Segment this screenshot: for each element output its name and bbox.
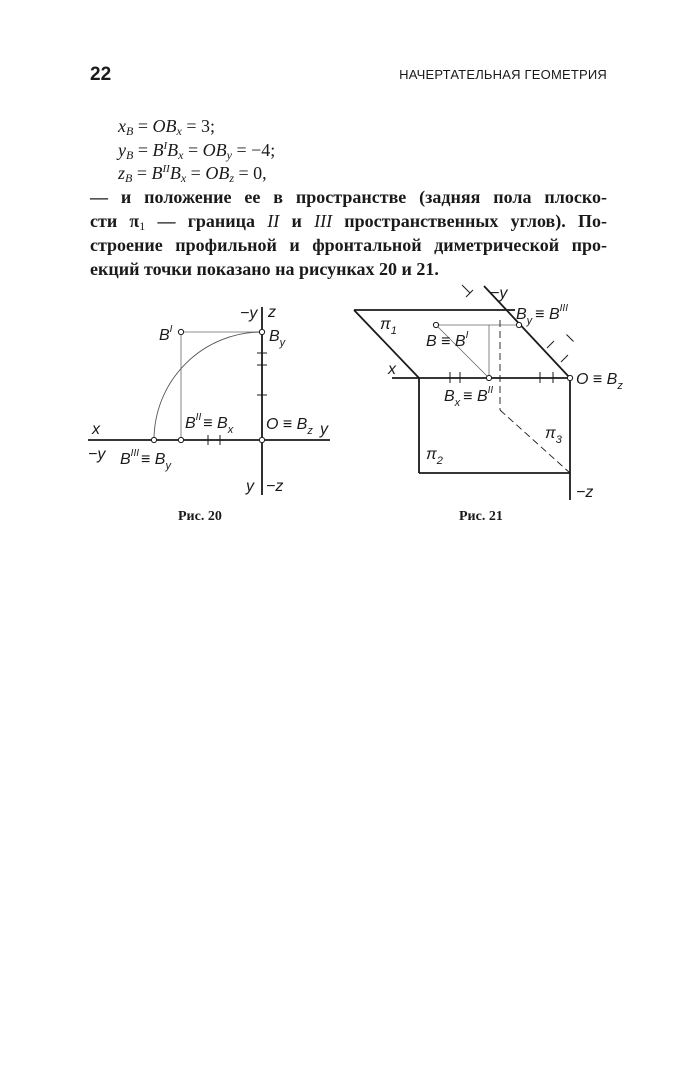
figure-21-caption: Рис. 21 — [459, 509, 503, 524]
label-neg-z-bottom: −z — [266, 478, 284, 495]
label-y-right: y — [320, 421, 328, 438]
figure-20 — [80, 295, 350, 505]
label-pi2: $\pi_2$ — [426, 446, 443, 467]
label-x: x — [388, 361, 396, 378]
point-origin — [567, 375, 572, 380]
label-x: x — [92, 421, 100, 438]
label-pi1: $\pi_1$ — [380, 316, 397, 337]
label-B-eq-BI: $B \equiv B^I$ — [426, 330, 469, 350]
point-BII — [178, 437, 183, 442]
point-Bx — [486, 375, 491, 380]
paragraph-line-3: строение профильной и фронтальной диметрической про- — [90, 235, 607, 255]
label-pi3: $\pi_3$ — [545, 425, 562, 446]
point-BIII — [151, 437, 156, 442]
point-BI — [178, 329, 183, 334]
tick — [566, 334, 573, 341]
paragraph-line-4: екций точки показано на рисунках 20 и 21. — [90, 259, 439, 279]
label-B-III: $B^{III} \equiv B_y$ — [120, 448, 171, 472]
formula-xb: $x_B = OB_x = 3$; — [118, 116, 215, 138]
label-origin: $O \equiv B_z$ — [576, 371, 623, 392]
label-y-bottom: y — [246, 478, 254, 495]
label-By: $B_y \equiv B^{III}$ — [516, 303, 568, 327]
label-origin: $O \equiv B_z$ — [266, 416, 313, 437]
paragraph-line-1: — и положение ее в пространстве (задняя пола плоско- — [90, 187, 607, 207]
label-neg-z: −z — [576, 484, 594, 501]
label-B-I: $B^I$ — [159, 324, 173, 344]
label-z-top: z — [268, 304, 276, 321]
figure-20-caption: Рис. 20 — [178, 509, 222, 524]
figure-21 — [340, 280, 630, 505]
page-number: 22 — [90, 64, 112, 85]
label-By-top: $B_y$ — [269, 328, 286, 349]
point-By-top — [259, 329, 264, 334]
label-neg-y-left: −y — [88, 446, 106, 463]
label-neg-y: −y — [490, 285, 508, 302]
point-origin — [259, 437, 264, 442]
formula-yb: $y_B = B^IB_x = OB_y = -4$; — [118, 140, 276, 162]
label-B-II: $B^{II} \equiv B_x$ — [185, 412, 234, 436]
label-neg-y-top: −y — [240, 305, 258, 322]
running-title: НАЧЕРТАТЕЛЬНАЯ ГЕОМЕТРИЯ — [399, 67, 607, 82]
paragraph-line-2: сти $\pi_1$ — граница II и III пространственных углов). По- — [90, 211, 607, 233]
formula-zb: $z_B = B^{II}B_x = OB_z = 0$, — [118, 163, 267, 185]
point-By — [516, 322, 521, 327]
label-Bx: $B_x \equiv B^{II}$ — [444, 385, 494, 409]
point-B — [433, 322, 438, 327]
